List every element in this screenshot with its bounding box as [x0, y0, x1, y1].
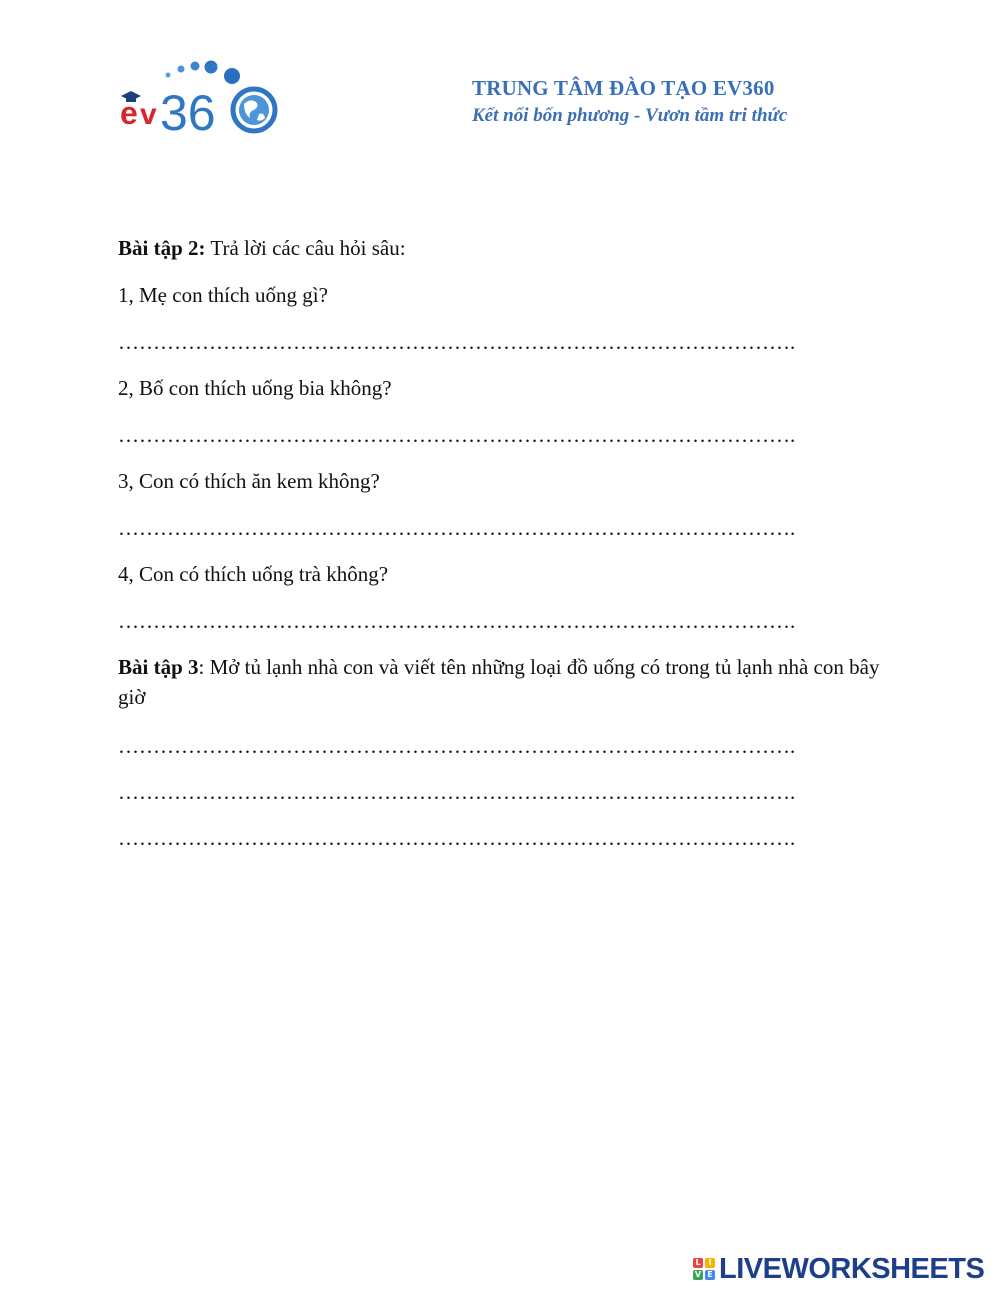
- liveworksheets-logo: [693, 1252, 985, 1285]
- answer-line-1[interactable]: …………………………………………………………………………………….: [118, 330, 796, 354]
- answer-line-3[interactable]: …………………………………………………………………………………….: [118, 516, 796, 540]
- svg-text:e: e: [120, 95, 138, 131]
- exercise3-title: Bài tập 3: [118, 655, 199, 679]
- exercise2-title: Bài tập 2:: [118, 236, 206, 260]
- ev360-logo-graphic: [118, 58, 283, 138]
- svg-text:v: v: [140, 98, 157, 131]
- question-1: 1, Mẹ con thích uống gì?: [118, 283, 328, 307]
- exercise3-answer-line-1[interactable]: …………………………………………………………………………………….: [118, 734, 796, 758]
- answer-line-2[interactable]: …………………………………………………………………………………….: [118, 423, 796, 447]
- question-4: 4, Con có thích uống trà không?: [118, 562, 389, 586]
- exercise3-instruction: : Mở tủ lạnh nhà con và viết tên những loại đồ uống có trong tủ lạnh nhà con bây giờ: [118, 655, 880, 709]
- ev360-logo: [118, 58, 283, 138]
- exercise2-heading: [118, 233, 406, 263]
- exercise3-answer-line-3[interactable]: …………………………………………………………………………………….: [118, 826, 796, 850]
- exercise3-heading: [118, 652, 883, 712]
- center-name: TRUNG TÂM ĐÀO TẠO EV360: [472, 76, 775, 100]
- question-3: 3, Con có thích ăn kem không?: [118, 469, 380, 493]
- center-header: [472, 75, 787, 129]
- center-slogan: Kết nối bốn phương - Vươn tầm tri thức: [472, 105, 788, 126]
- exercise2-instruction: Trả lời các câu hỏi sâu:: [205, 236, 406, 260]
- answer-line-4[interactable]: …………………………………………………………………………………….: [118, 609, 796, 633]
- liveworksheets-cubes-icon: L I V E: [693, 1258, 715, 1280]
- question-2: 2, Bố con thích uống bia không?: [118, 376, 392, 400]
- liveworksheets-brand: LIVEWORKSHEETS: [719, 1252, 985, 1285]
- svg-text:36: 36: [160, 85, 216, 138]
- exercise3-answer-line-2[interactable]: …………………………………………………………………………………….: [118, 780, 796, 804]
